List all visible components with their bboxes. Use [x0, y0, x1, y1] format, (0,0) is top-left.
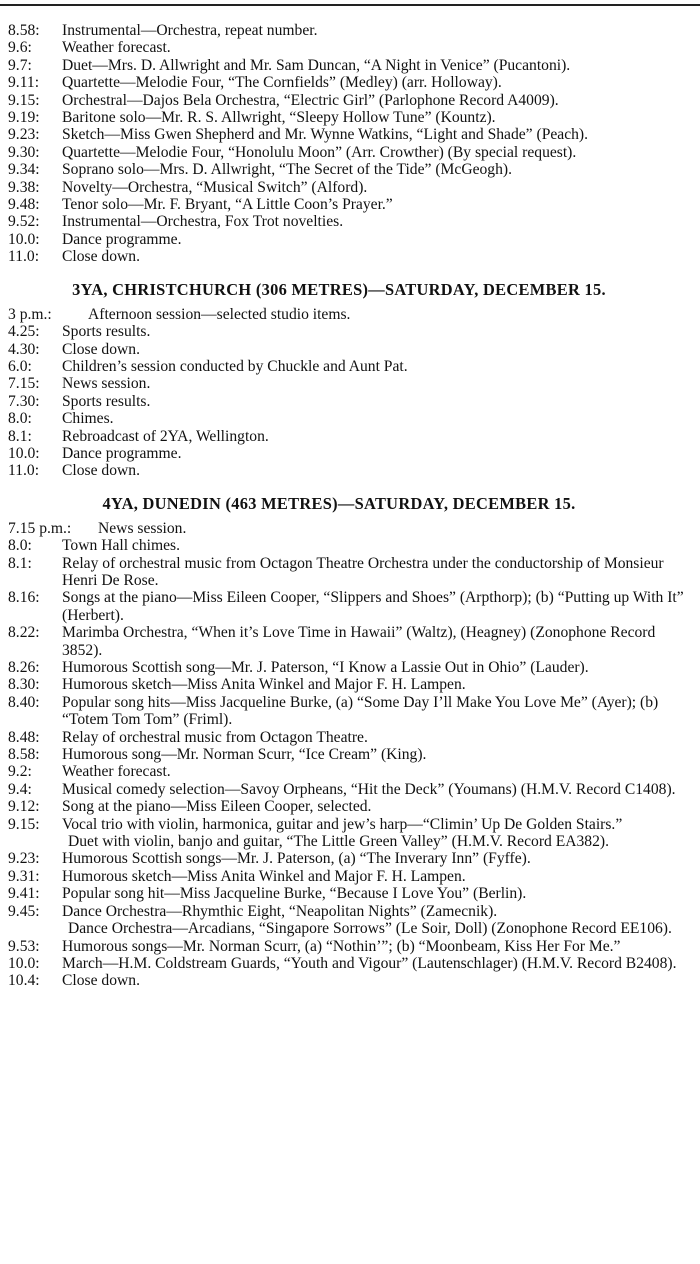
- schedule-entry: [8, 22, 690, 39]
- entry-text: Weather forecast.: [62, 763, 171, 781]
- entry-time: 9.52:: [8, 213, 40, 231]
- schedule-entry: [8, 537, 690, 554]
- schedule-entry: [8, 410, 690, 427]
- entry-text: News session.: [62, 375, 151, 393]
- entry-text: Rebroadcast of 2YA, Wellington.: [62, 427, 269, 445]
- entry-time: 9.15:: [8, 815, 40, 833]
- section-3ya-christchurch: [8, 306, 690, 480]
- entry-text: Children’s session conducted by Chuckle and Aunt Pat.: [62, 357, 408, 375]
- schedule-entry: [8, 659, 690, 676]
- entry-time: 11.0:: [8, 462, 40, 480]
- entry-time: 7.15:: [8, 375, 40, 393]
- entry-text: Baritone solo—Mr. R. S. Allwright, “Sleepy Hollow Tune” (Kountz).: [62, 109, 496, 127]
- entry-time: 9.4:: [8, 780, 32, 798]
- schedule-entry: [8, 868, 690, 885]
- schedule-entry: [8, 358, 690, 375]
- entry-text: Close down.: [62, 248, 140, 266]
- schedule-entry: [8, 341, 690, 358]
- schedule-entry: [8, 248, 690, 265]
- entry-time: 9.45:: [8, 902, 40, 920]
- entry-text: Musical comedy selection—Savoy Orpheans, “Hit the Deck” (Youmans) (H.M.V. Record C1408).: [62, 780, 676, 798]
- entry-time: 3 p.m.:: [8, 305, 52, 323]
- entry-text: Relay of orchestral music from Octagon Theatre.: [62, 728, 368, 746]
- schedule-entry: [8, 462, 690, 479]
- schedule-entry: [8, 694, 690, 729]
- schedule-entry: [8, 161, 690, 178]
- entry-text: Quartette—Melodie Four, “Honolulu Moon” (Arr. Crowther) (By special request).: [62, 143, 577, 161]
- entry-text: Songs at the piano—Miss Eileen Cooper, “Slippers and Shoes” (Arpthorp); (b) “Putting up With It” (Herbert).: [62, 589, 684, 624]
- schedule-entry: [8, 57, 690, 74]
- schedule-entry: [8, 676, 690, 693]
- schedule-entry: [8, 428, 690, 445]
- entry-text: Popular song hits—Miss Jacqueline Burke, (a) “Some Day I’ll Make You Love Me” (Ayer); (b) “Totem Tom Tom” (Friml).: [62, 693, 659, 729]
- entry-time: 6.0:: [8, 357, 32, 375]
- entry-text: Town Hall chimes.: [62, 537, 181, 555]
- schedule-entry: [8, 74, 690, 91]
- entry-text: Soprano solo—Mrs. D. Allwright, “The Secret of the Tide” (McGeogh).: [62, 161, 512, 179]
- entry-text: Close down.: [62, 462, 140, 480]
- entry-time: 4.30:: [8, 340, 40, 358]
- schedule-entry: [8, 393, 690, 410]
- schedule-entry: [8, 445, 690, 462]
- schedule-entry: [8, 920, 690, 937]
- entry-text: Dance programme.: [62, 230, 182, 248]
- entry-text: Close down.: [62, 972, 140, 990]
- schedule-entry: [8, 798, 690, 815]
- entry-time: 9.38:: [8, 178, 40, 196]
- entry-time: 9.31:: [8, 867, 40, 885]
- entry-time: 4.25:: [8, 323, 40, 341]
- schedule-entry: [8, 589, 690, 624]
- entry-time: 10.0:: [8, 230, 40, 248]
- schedule-entry: [8, 833, 690, 850]
- schedule-entry: [8, 109, 690, 126]
- schedule-entry: [8, 323, 690, 340]
- schedule-entry: [8, 39, 690, 56]
- entry-time: 10.0:: [8, 444, 40, 462]
- section-4ya-dunedin: [8, 520, 690, 990]
- entry-text: Humorous sketch—Miss Anita Winkel and Major F. H. Lampen.: [62, 867, 466, 885]
- entry-text: Dance Orchestra—Rhymthic Eight, “Neapolitan Nights” (Zamecnik).: [62, 902, 498, 920]
- schedule-entry: [8, 555, 690, 590]
- entry-text: Humorous songs—Mr. Norman Scurr, (a) “Nothin’”; (b) “Moonbeam, Kiss Her For Me.”: [62, 937, 621, 955]
- entry-time: 9.12:: [8, 798, 40, 816]
- entry-time: 8.26:: [8, 659, 40, 676]
- entry-text: Sports results.: [62, 323, 151, 341]
- schedule-entry: [8, 938, 690, 955]
- entry-time: 8.1:: [8, 427, 32, 445]
- entry-time: 9.34:: [8, 161, 40, 179]
- entry-time: 8.0:: [8, 537, 32, 555]
- entry-text: Humorous Scottish song—Mr. J. Paterson, “I Know a Lassie Out in Ohio” (Lauder).: [62, 659, 589, 676]
- entry-text: Song at the piano—Miss Eileen Cooper, selected.: [62, 798, 372, 816]
- entry-text: Close down.: [62, 340, 140, 358]
- entry-text: Novelty—Orchestra, “Musical Switch” (Alford).: [62, 178, 368, 196]
- entry-text: News session.: [98, 519, 187, 537]
- entry-time: 8.1:: [8, 554, 32, 572]
- schedule-entry: [8, 729, 690, 746]
- section-heading-4ya: 4YA, DUNEDIN (463 METRES)—SATURDAY, DECEMBER 15.: [102, 493, 576, 513]
- entry-time: 11.0:: [8, 248, 40, 266]
- schedule-entry: [8, 196, 690, 213]
- entry-text: Orchestral—Dajos Bela Orchestra, “Electric Girl” (Parlophone Record A4009).: [62, 91, 559, 109]
- entry-text: Popular song hit—Miss Jacqueline Burke, “Because I Love You” (Berlin).: [62, 885, 527, 903]
- entry-text: Tenor solo—Mr. F. Bryant, “A Little Coon’s Prayer.”: [62, 196, 393, 214]
- entry-text: Relay of orchestral music from Octagon Theatre Orchestra under the conductorship of Monsieur Henri De Rose.: [62, 554, 664, 589]
- entry-time: 8.40:: [8, 693, 40, 711]
- entry-text: Instrumental—Orchestra, repeat number.: [62, 22, 318, 39]
- entry-time: 9.11:: [8, 74, 40, 92]
- entry-time: 9.23:: [8, 126, 40, 144]
- entry-time: 8.58:: [8, 746, 40, 764]
- entry-time: 8.48:: [8, 728, 40, 746]
- schedule-entry: [8, 885, 690, 902]
- schedule-entry: [8, 520, 690, 537]
- entry-text: Instrumental—Orchestra, Fox Trot novelties.: [62, 213, 344, 231]
- entry-text: Dance Orchestra—Arcadians, “Singapore Sorrows” (Le Soir, Doll) (Zonophone Record EE106).: [68, 920, 672, 938]
- entry-text: Weather forecast.: [62, 39, 171, 57]
- entry-text: Humorous song—Mr. Norman Scurr, “Ice Cream” (King).: [62, 746, 427, 764]
- schedule-entry: [8, 624, 690, 659]
- schedule-entry: [8, 972, 690, 989]
- entry-text: Quartette—Melodie Four, “The Cornfields” (Medley) (arr. Holloway).: [62, 74, 502, 92]
- schedule-entry: [8, 955, 690, 972]
- entry-text: March—H.M. Coldstream Guards, “Youth and Vigour” (Lautenschlager) (H.M.V. Record B2408).: [62, 954, 677, 972]
- entry-text: Sports results.: [62, 392, 151, 410]
- entry-text: Dance programme.: [62, 444, 182, 462]
- entry-text: Afternoon session—selected studio items.: [88, 305, 351, 323]
- entry-time: 9.15:: [8, 91, 40, 109]
- entry-text: Duet with violin, banjo and guitar, “The Little Green Valley” (H.M.V. Record EA382).: [68, 833, 609, 851]
- entry-time: 10.0:: [8, 954, 40, 972]
- section-2ya-continued: [8, 22, 690, 266]
- entry-text: Marimba Orchestra, “When it’s Love Time in Hawaii” (Waltz), (Heagney) (Zonophone Record 3852).: [62, 624, 656, 659]
- entry-time: 9.23:: [8, 850, 40, 868]
- entry-time: 9.53:: [8, 937, 40, 955]
- schedule-entry: [8, 781, 690, 798]
- schedule-entry: [8, 213, 690, 230]
- entry-time: 8.30:: [8, 676, 40, 694]
- schedule-entry: [8, 850, 690, 867]
- entry-time: 9.7:: [8, 56, 32, 74]
- entry-time: 9.6:: [8, 39, 32, 57]
- entry-time: 7.15 p.m.:: [8, 519, 72, 537]
- entry-time: 8.58:: [8, 22, 40, 39]
- entry-time: 9.30:: [8, 143, 40, 161]
- entry-time: 9.19:: [8, 109, 40, 127]
- entry-text: Duet—Mrs. D. Allwright and Mr. Sam Duncan, “A Night in Venice” (Pucantoni).: [62, 56, 571, 74]
- schedule-entry: [8, 144, 690, 161]
- schedule-entry: [8, 179, 690, 196]
- entry-time: 8.22:: [8, 624, 40, 642]
- top-rule: [0, 4, 700, 6]
- entry-time: 9.2:: [8, 763, 32, 781]
- entry-text: Humorous sketch—Miss Anita Winkel and Major F. H. Lampen.: [62, 676, 466, 694]
- schedule-entry: [8, 126, 690, 143]
- entry-text: Chimes.: [62, 410, 114, 428]
- schedule-entry: [8, 816, 690, 833]
- entry-time: 8.16:: [8, 589, 40, 607]
- entry-text: Vocal trio with violin, harmonica, guitar and jew’s harp—“Climin’ Up De Golden Stairs.”: [62, 815, 623, 833]
- entry-text: Sketch—Miss Gwen Shepherd and Mr. Wynne Watkins, “Light and Shade” (Peach).: [62, 126, 589, 144]
- entry-time: 9.48:: [8, 196, 40, 214]
- schedule-entry: [8, 231, 690, 248]
- entry-time: 10.4:: [8, 972, 40, 990]
- entry-time: 9.41:: [8, 885, 40, 903]
- schedule-entry: [8, 92, 690, 109]
- entry-time: 7.30:: [8, 392, 40, 410]
- schedule-entry: [8, 746, 690, 763]
- schedule-entry: [8, 903, 690, 920]
- schedule-entry: [8, 763, 690, 780]
- schedule-entry: [8, 306, 690, 323]
- section-heading-3ya: 3YA, CHRISTCHURCH (306 METRES)—SATURDAY, DECEMBER 15.: [72, 279, 606, 299]
- entry-time: 8.0:: [8, 410, 32, 428]
- schedule-entry: [8, 375, 690, 392]
- entry-text: Humorous Scottish songs—Mr. J. Paterson, (a) “The Inverary Inn” (Fyffe).: [62, 850, 531, 868]
